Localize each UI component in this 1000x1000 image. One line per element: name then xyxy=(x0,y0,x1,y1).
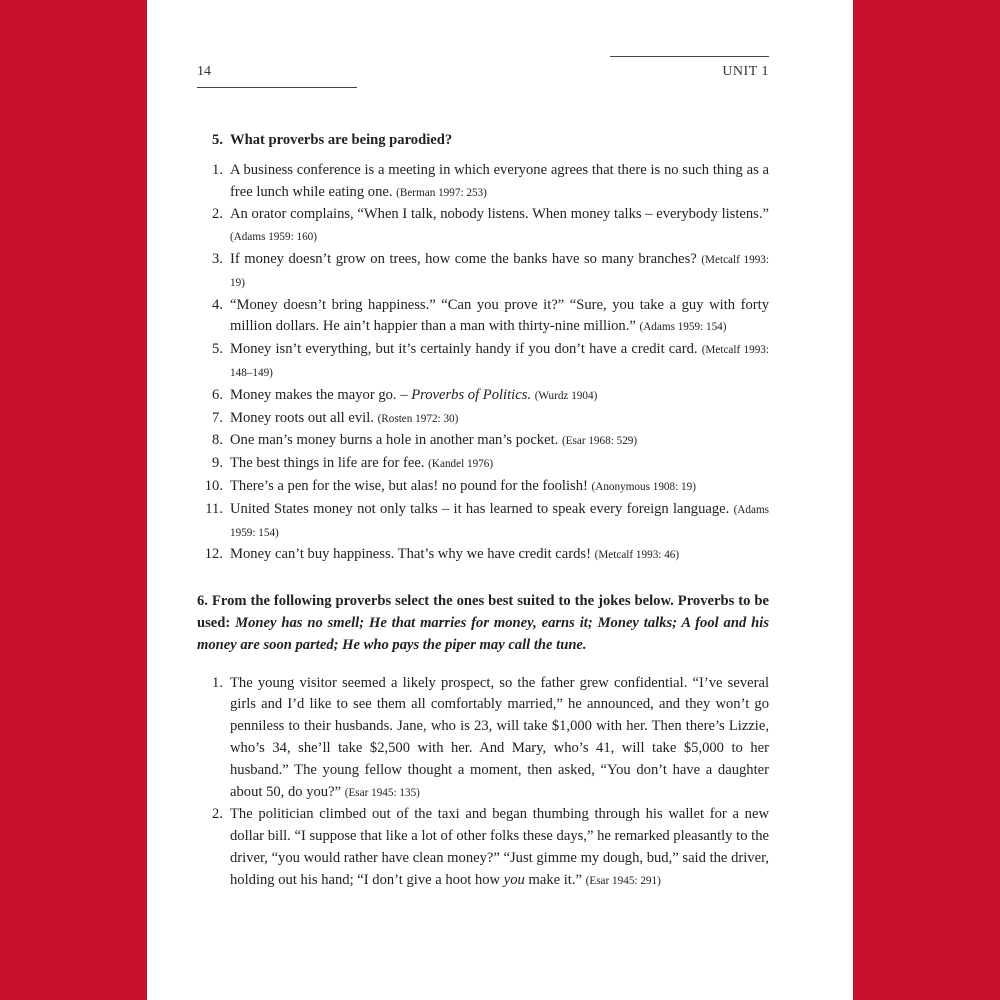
list-item: 4. “Money doesn’t bring happiness.” “Can you prove it?” “Sure, you take a guy with forty million dollars. He ain’t happier than a man with thirty-nine million.” (Adams 1959: 154) xyxy=(212,296,769,335)
citation: (Esar 1945: 135) xyxy=(344,786,420,799)
section-5-title: What proverbs are being parodied? xyxy=(230,132,453,148)
running-head: UNIT 1 xyxy=(722,64,769,79)
list-item: 12. Money can’t buy happiness. That’s why we have credit cards! (Metcalf 1993: 46) xyxy=(204,546,680,563)
book-page xyxy=(147,0,853,1000)
list-item: 2. The politician climbed out of the taxi and began thumbing through his wallet for a new dollar bill. “I suppose that like a lot of other folks these days,” he remarked pleasantly to the driver, “you would rather have clean money?” “Just gimme my dough, bud,” said the driver, holding out his hand; “I don’t give a hoot how you make it.” (Esar 1945: 291) xyxy=(212,806,769,888)
header-rule-top xyxy=(610,56,769,57)
list-item: 1. The young visitor seemed a likely prospect, so the father grew confidential. “I’ve several girls and I’d like to see them all comfortably married,” he announced, and they won’t go penniless to their husbands. Jane, who is 23, will take $1,000 with her. Then there’s Lizzie, who’s 34, she’ll take $2,500 with her. And Mary, who’s 41, will take $5,000 to her husband.” The young fellow thought a moment, then asked, “You don’t have a daughter about 50, do you?” (Esar 1945: 135) xyxy=(212,674,769,800)
list-item: 3. If money doesn’t grow on trees, how come the banks have so many branches? (Metcalf 1993: 19) xyxy=(212,250,770,289)
header-rule-bottom xyxy=(197,87,357,88)
citation: (Rosten 1972: 30) xyxy=(377,412,459,425)
citation: (Anonymous 1908: 19) xyxy=(591,480,696,493)
section-6-heading xyxy=(197,591,769,656)
citation: (Adams 1959: 154) xyxy=(639,321,727,334)
list-item: 7. Money roots out all evil. (Rosten 1972: 30) xyxy=(212,409,459,426)
citation: (Adams 1959: 160) xyxy=(230,231,318,244)
citation: (Wurdz 1904) xyxy=(534,389,598,402)
page-number: 14 xyxy=(197,64,211,79)
list-item: 10. There’s a pen for the wise, but alas! no pound for the foolish! (Anonymous 1908: 19) xyxy=(204,477,696,494)
section-6-number: 6. xyxy=(197,593,208,610)
list-item: 6. Money makes the mayor go. – Proverbs of Politics. (Wurdz 1904) xyxy=(212,386,598,403)
citation: (Metcalf 1993: 46) xyxy=(594,549,680,562)
citation: (Esar 1968: 529) xyxy=(561,435,638,448)
list-item: 1. A business conference is a meeting in which everyone agrees that there is no such thing as a free lunch while eating one. (Berman 1997: 253) xyxy=(212,161,769,200)
section-6-list xyxy=(197,673,769,893)
list-item: 2. An orator complains, “When I talk, nobody listens. When money talks – everybody listens.” (Adams 1959: 160) xyxy=(212,206,769,244)
citation: (Metcalf 1993: 148–149) xyxy=(230,344,769,379)
list-item: 9. The best things in life are for fee. (Kandel 1976) xyxy=(212,455,494,472)
citation: (Berman 1997: 253) xyxy=(396,186,487,199)
list-item: 8. One man’s money burns a hole in another man’s pocket. (Esar 1968: 529) xyxy=(212,432,638,449)
citation: (Metcalf 1993: 19) xyxy=(230,253,770,289)
section-5-heading xyxy=(197,130,769,152)
section-5-list xyxy=(197,160,769,567)
page-content xyxy=(197,130,769,893)
citation: (Adams 1959: 154) xyxy=(230,503,769,539)
list-item: 5. Money isn’t everything, but it’s certainly handy if you don’t have a credit card. (Metcalf 1993: 148–149) xyxy=(212,341,769,379)
citation: (Esar 1945: 291) xyxy=(585,874,661,887)
section-6-instruction: From the following proverbs select the ones best suited to the jokes below. Proverbs to be used: xyxy=(197,593,769,631)
citation: (Kandel 1976) xyxy=(428,458,494,471)
section-5-number: 5. xyxy=(212,132,223,148)
section-6-proverbs: Money has no smell; He that marries for money, earns it; Money talks; A fool and his money are soon parted; He who pays the piper may call the tune. xyxy=(197,614,769,653)
list-item: 11. United States money not only talks – it has learned to speak every foreign language. (Adams 1959: 154) xyxy=(205,500,769,539)
